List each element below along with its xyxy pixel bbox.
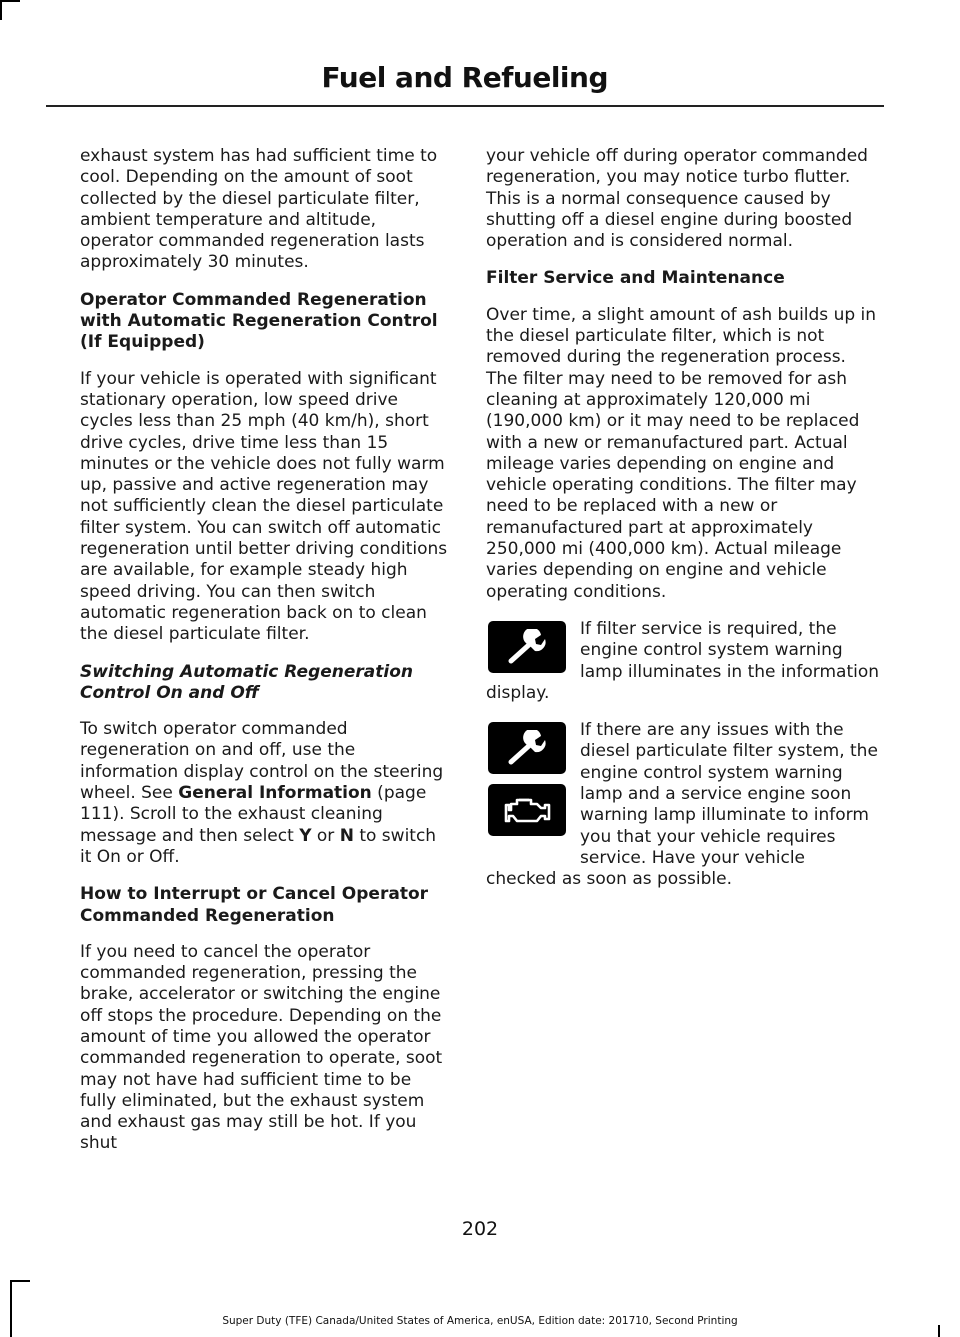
icon-paragraph xyxy=(486,619,880,704)
text: (page 111). Scroll to the exhaust cleaning message and then select xyxy=(80,783,427,846)
left-column xyxy=(80,146,448,1171)
crop-mark xyxy=(0,0,2,20)
crop-mark xyxy=(0,0,20,2)
section-heading: How to Interrupt or Cancel Operator Commanded Regeneration xyxy=(80,884,429,926)
paragraph xyxy=(80,719,448,868)
crop-mark xyxy=(10,1280,12,1337)
paragraph: exhaust system has had sufficient time to cool. Depending on the amount of soot collected by the diesel particulate filter, ambient temperature and altitude, operator commanded regeneration lasts approximately 30 minutes. xyxy=(80,146,438,273)
engine-icon xyxy=(488,784,566,836)
edition-info: Super Duty (TFE) Canada/United States of America, enUSA, Edition date: 201710, Second Printing xyxy=(222,1315,738,1327)
text: To switch operator commanded regeneration on and off, use the information display control on the steering wheel. See xyxy=(80,719,444,804)
text: to switch it On or Off. xyxy=(80,825,437,867)
text: or xyxy=(311,825,340,846)
header-divider xyxy=(46,105,884,107)
icon-stack xyxy=(488,722,566,846)
page-number: 202 xyxy=(461,1218,499,1240)
paragraph: If your vehicle is operated with significant stationary operation, low speed drive cycles less than 25 mph (40 km/h), short drive cycles, drive time less than 15 minutes or the vehicle does not fully warm up, passive and active regeneration may not sufficiently clean the diesel particulate filter system. You can switch off automatic regeneration until better driving conditions are available, for example steady high speed driving. You can then switch automatic regeneration back on to clean the diesel particulate filter. xyxy=(80,368,448,645)
cross-reference-link[interactable]: General Information xyxy=(178,783,372,804)
paragraph: your vehicle off during operator commanded regeneration, you may notice turbo flutter. This is a normal consequence caused by shutting off a diesel engine during boosted operation and is considered normal. xyxy=(486,146,868,252)
paragraph: If you need to cancel the operator commanded regeneration, pressing the brake, accelerator or switching the engine off stops the procedure. Depending on the amount of time you allowed the operator commanded regeneration to operate, soot may not have had sufficient time to be fully eliminated, but the exhaust system and exhaust gas may still be hot. If you shut xyxy=(80,941,443,1154)
paragraph: If there are any issues with the diesel particulate filter system, the engine control system warning lamp and a service engine soon warning lamp illuminate to inform you that your vehicle requires service. Have your vehicle checked as soon as possible. xyxy=(486,720,878,890)
page-title: Fuel and Refueling xyxy=(321,61,608,94)
wrench-icon xyxy=(488,722,566,774)
paragraph: If filter service is required, the engine control system warning lamp illuminates in the information display. xyxy=(486,618,880,703)
option-y: Y xyxy=(299,825,312,846)
subsection-heading: Switching Automatic Regeneration Control On and Off xyxy=(80,661,413,703)
section-heading: Operator Commanded Regeneration with Automatic Regeneration Control (If Equipped) xyxy=(80,289,438,353)
section-heading: Filter Service and Maintenance xyxy=(486,268,785,289)
wrench-icon xyxy=(488,621,566,673)
right-column xyxy=(486,146,880,907)
paragraph: Over time, a slight amount of ash builds up in the diesel particulate filter, which is not removed during the regeneration process. The filter may need to be removed for ash cleaning at approximately 120,000 mi (190,000 km) or it may need to be replaced with a new or remanufactured part. Actual mileage varies depending on engine and vehicle operating conditions. The filter may need to be replaced with a new or remanufactured part at approximately 250,000 mi (400,000 km). Actual mileage varies depending on engine and vehicle operating conditions. xyxy=(486,304,877,602)
icon-paragraph xyxy=(486,720,880,890)
crop-mark xyxy=(10,1280,30,1282)
option-n: N xyxy=(339,825,354,846)
